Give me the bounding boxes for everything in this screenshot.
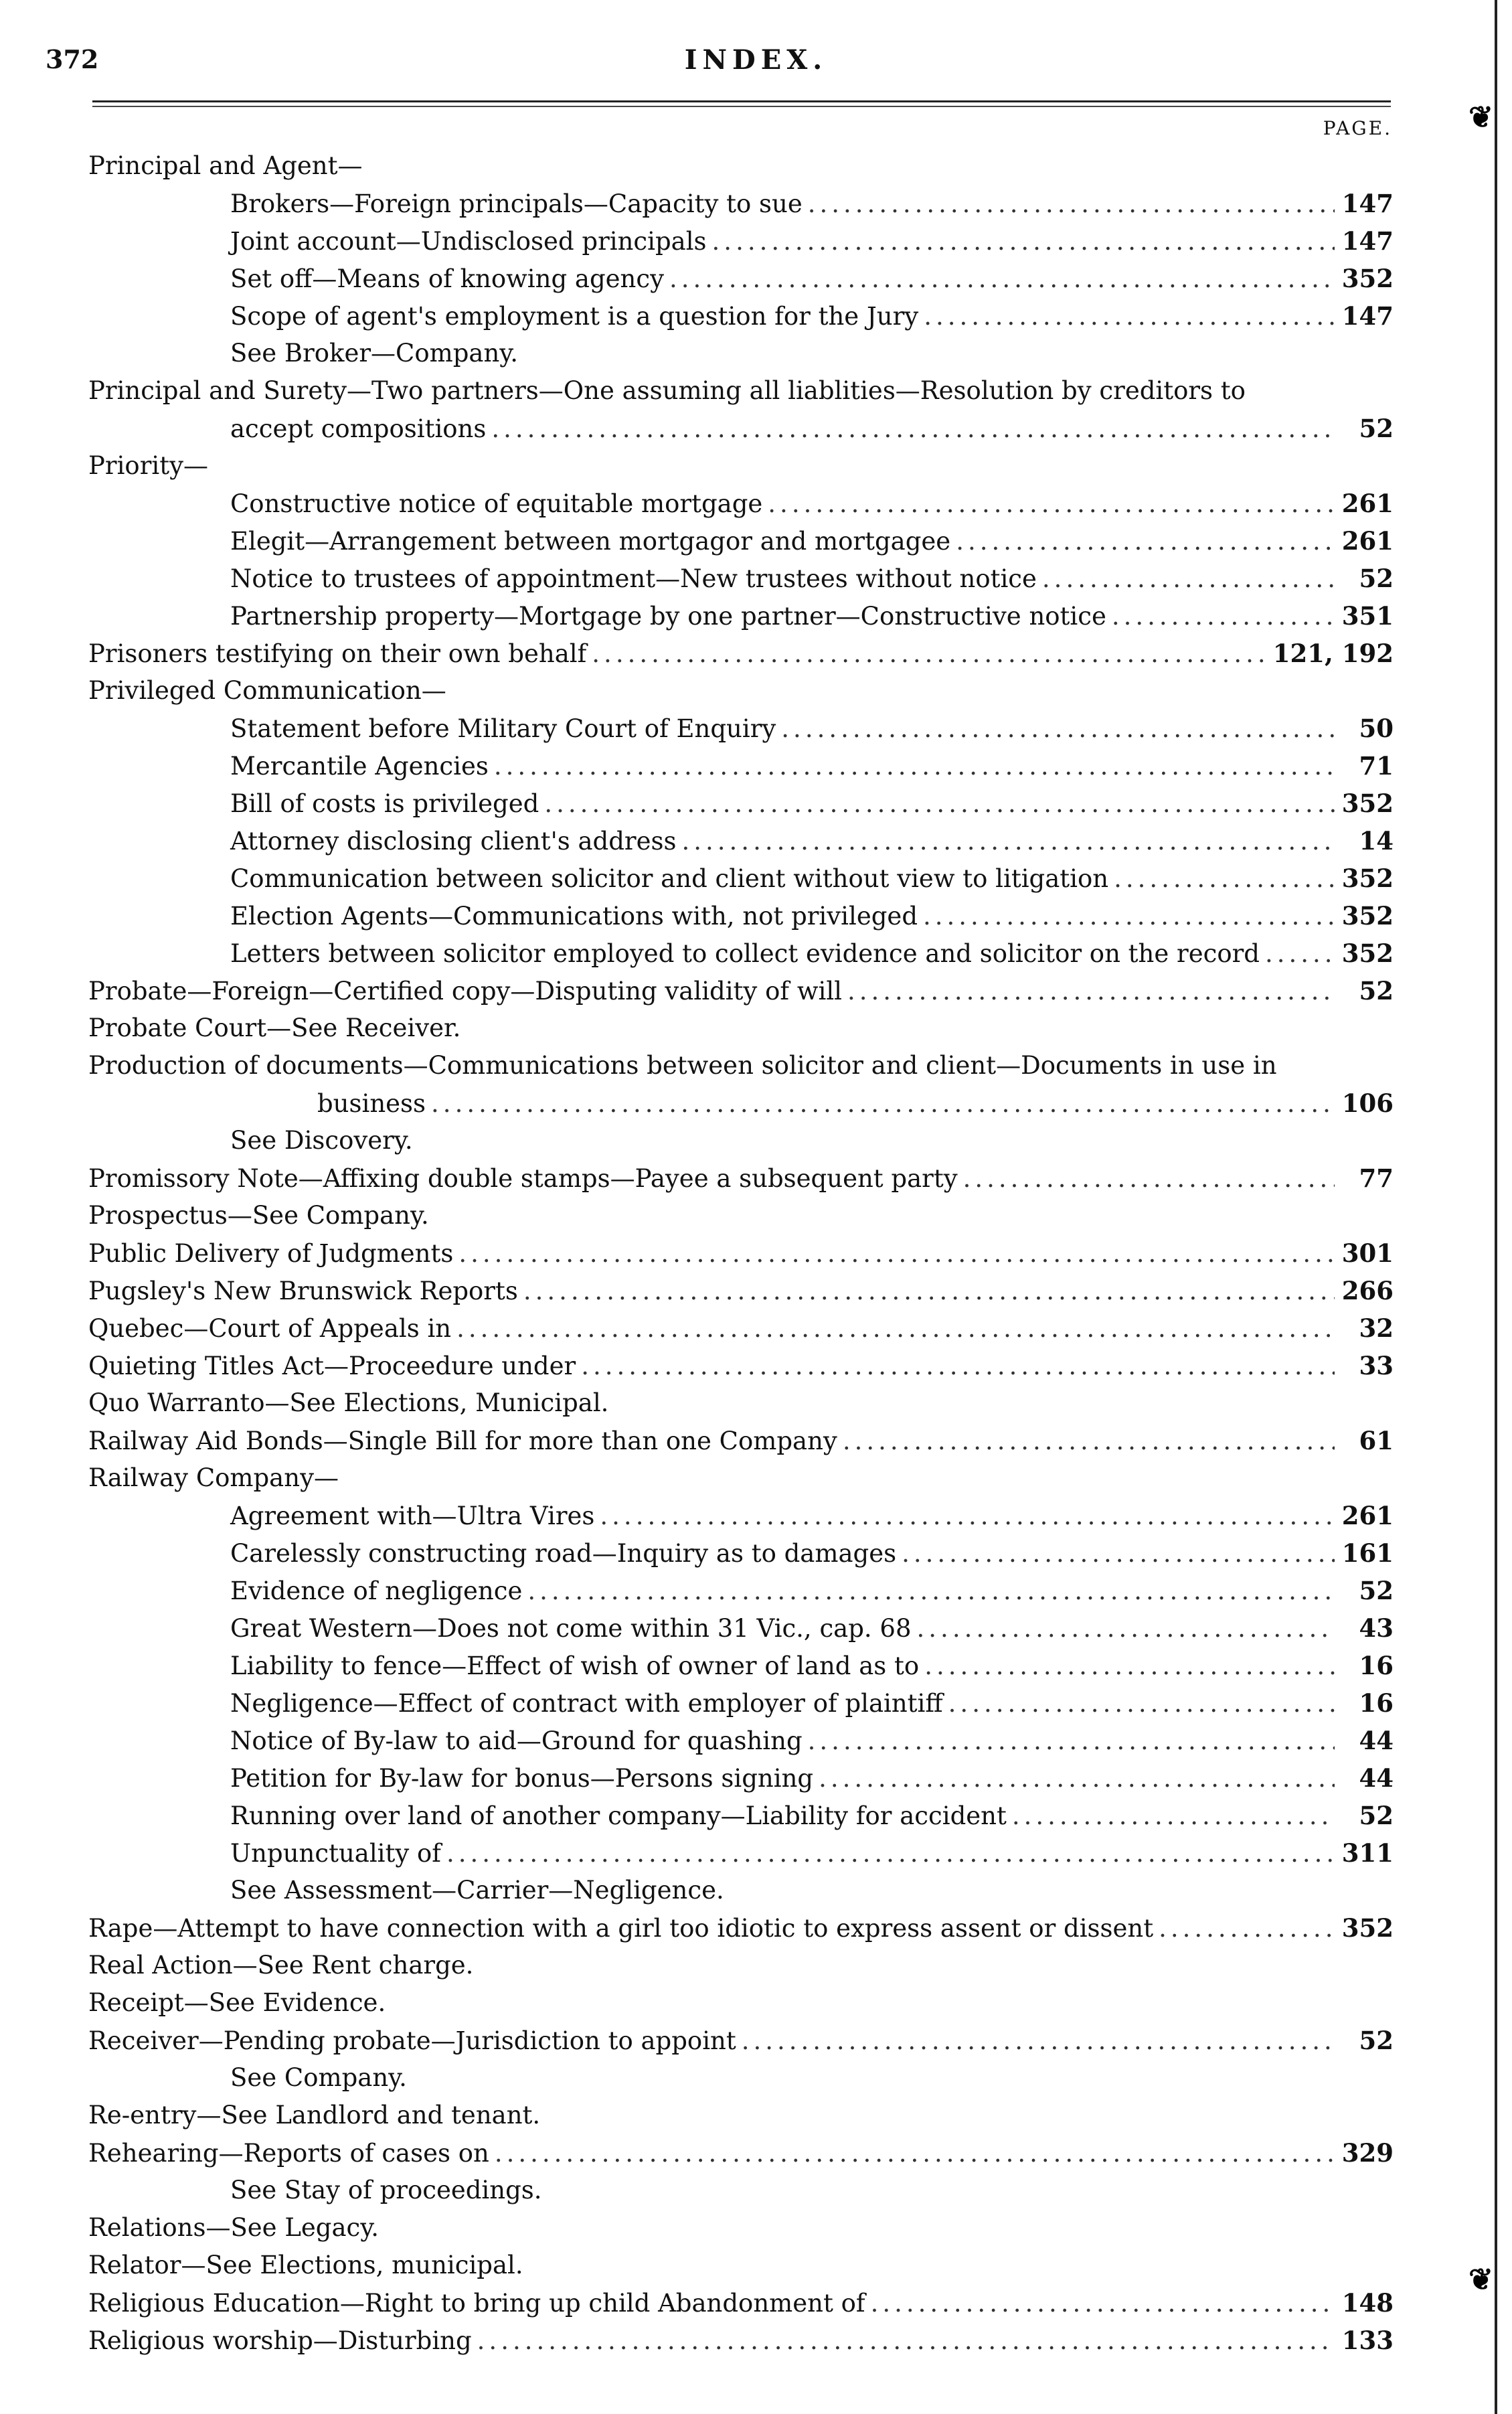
index-entry-text: Joint account—Undisclosed principals [230, 227, 707, 256]
index-entry-text: See Stay of proceedings. [230, 2176, 542, 2204]
dot-leader [808, 1722, 1335, 1760]
index-entry [88, 897, 1394, 935]
index-entry-text: Receipt—See Evidence. [88, 1988, 386, 2017]
header-rule-secondary [92, 106, 1391, 107]
index-entry-row [230, 335, 1394, 372]
index-entry-page: 266 [1341, 1276, 1394, 1305]
index-entry [88, 560, 1394, 597]
index-entry-page: 14 [1359, 826, 1394, 856]
index-entry-page: 311 [1341, 1838, 1394, 1868]
dot-leader [431, 1085, 1335, 1123]
index-entry-row [230, 2059, 1394, 2097]
index-entry-row [230, 222, 1394, 260]
index-entry-row [88, 2322, 1394, 2360]
index-entry-text: Railway Aid Bonds—Single Bill for more than one Company [88, 1427, 837, 1455]
index-entry-text: Rape—Attempt to have connection with a girl too idiotic to express assent or dissent [88, 1914, 1154, 1943]
index-entry-page: 261 [1341, 526, 1394, 556]
index-entry-page: 133 [1341, 2326, 1394, 2355]
header-rule [92, 100, 1391, 102]
index-entry-row [88, 372, 1394, 410]
index-entry-row [230, 1722, 1394, 1760]
dot-leader [446, 1835, 1335, 1872]
index-entry-row [88, 1459, 1394, 1497]
index-entry-page: 52 [1359, 564, 1394, 593]
index-entry [88, 710, 1394, 747]
dot-leader [1112, 598, 1335, 635]
index-entry-page: 147 [1341, 189, 1394, 218]
index-entry-text: Mercantile Agencies [230, 752, 489, 781]
index-entry-page: 52 [1359, 976, 1394, 1005]
index-entry-text: Relator—See Elections, municipal. [88, 2251, 523, 2279]
dot-leader [924, 1647, 1335, 1685]
index-entry-text: See Discovery. [230, 1126, 413, 1155]
index-entry [88, 1797, 1394, 1834]
dot-leader [781, 710, 1335, 748]
index-entry [88, 1759, 1394, 1797]
index-entry [88, 2134, 1394, 2172]
index-entry-text: Rehearing—Reports of cases on [88, 2139, 489, 2168]
index-entry-row [88, 672, 1394, 710]
index-entry-text: Letters between solicitor employed to collect evidence and solicitor on the record [230, 939, 1260, 968]
dot-leader [456, 1310, 1335, 1348]
index-entry-row [88, 2022, 1394, 2060]
index-entry-page: 50 [1359, 714, 1394, 743]
binding-edge [1495, 0, 1497, 2414]
index-entry-page: 121, 192 [1272, 639, 1394, 668]
index-entry-page: 261 [1341, 489, 1394, 518]
index-entry-page: 32 [1359, 1313, 1394, 1343]
index-entry-page: 44 [1359, 1763, 1394, 1793]
index-entry-text: Priority— [88, 451, 208, 480]
index-entry-row [88, 447, 1394, 485]
index-entry-text: Railway Company— [88, 1463, 339, 1492]
index-entry-row [88, 1947, 1394, 1984]
dot-leader [956, 523, 1335, 560]
index-entry-row [230, 1534, 1394, 1573]
index-entry-row [230, 1497, 1394, 1535]
index-entry-page: 77 [1359, 1163, 1394, 1193]
index-entry-row [230, 2172, 1394, 2209]
index-entry [88, 2247, 1394, 2284]
dot-leader [963, 1160, 1335, 1198]
index-entry [88, 747, 1394, 785]
index-entry-text: Probate Court—See Receiver. [88, 1014, 461, 1042]
index-entry [88, 2284, 1394, 2322]
index-entry-row [88, 2284, 1394, 2322]
index-entry [88, 185, 1394, 222]
index-entry-row [88, 1197, 1394, 1234]
index-entry-text: Unpunctuality of [230, 1839, 442, 1868]
dot-leader [495, 2135, 1335, 2172]
index-entry [88, 1084, 1394, 1122]
index-entry-row [230, 860, 1394, 898]
index-entry-page: 16 [1359, 1688, 1394, 1718]
index-entry-page: 352 [1341, 264, 1394, 293]
index-entry [88, 1909, 1394, 1947]
index-entry-row [230, 1759, 1394, 1797]
index-entry-text: Prisoners testifying on their own behalf [88, 639, 587, 668]
dot-leader [1012, 1797, 1335, 1835]
index-entry-row [230, 1834, 1394, 1872]
index-entry-row [88, 2247, 1394, 2284]
index-entry-row [230, 185, 1394, 223]
index-entry-text: Partnership property—Mortgage by one partner—Constructive notice [230, 602, 1106, 631]
index-entry-text: accept compositions [230, 414, 487, 443]
index-entry-page: 33 [1359, 1351, 1394, 1380]
index-entry-row [88, 2134, 1394, 2172]
dot-leader [948, 1685, 1335, 1722]
index-entry-page: 329 [1341, 2138, 1394, 2168]
index-entry [88, 1384, 1394, 1422]
index-entry-row [230, 485, 1394, 523]
index-entry-row [230, 822, 1394, 860]
index-entry-row [88, 1984, 1394, 2022]
index-entry-text: Re-entry—See Landlord and tenant. [88, 2101, 541, 2129]
dot-leader [847, 973, 1335, 1010]
index-entry [88, 1872, 1394, 1909]
index-entry [88, 1422, 1394, 1459]
index-entry-row [230, 410, 1394, 448]
index-entry-page: 52 [1359, 2026, 1394, 2055]
dot-leader [491, 410, 1335, 448]
dot-leader [477, 2322, 1335, 2360]
index-entry [88, 1647, 1394, 1684]
index-entry [88, 1497, 1394, 1534]
index-entry [88, 1834, 1394, 1872]
index-entry-row [230, 1684, 1394, 1722]
index-entry-text: Prospectus—See Company. [88, 1201, 429, 1230]
index-entry-row [88, 635, 1394, 673]
index-entry-row [88, 1010, 1394, 1047]
index-entry [88, 1984, 1394, 2022]
dot-leader [1114, 860, 1335, 898]
dot-leader [712, 223, 1335, 260]
index-entry-row [88, 1422, 1394, 1460]
index-entry-page: 52 [1359, 1801, 1394, 1830]
index-entry-page: 161 [1341, 1538, 1394, 1568]
index-entry [88, 1234, 1394, 1272]
dot-leader [742, 2022, 1335, 2060]
index-entry [88, 2097, 1394, 2134]
index-entry-page: 352 [1341, 1913, 1394, 1943]
index-entry-page: 61 [1359, 1426, 1394, 1455]
index-entry [88, 297, 1394, 335]
dot-leader [523, 1273, 1335, 1310]
index-entry [88, 335, 1394, 372]
index-entry-text: Promissory Note—Affixing double stamps—Payee a subsequent party [88, 1164, 958, 1193]
index-entry [88, 1047, 1394, 1084]
index-entry [88, 1159, 1394, 1197]
index-entry [88, 635, 1394, 672]
index-entry-row [230, 897, 1394, 935]
index-entry [88, 372, 1394, 410]
index-entry [88, 522, 1394, 560]
index-entry [88, 1122, 1394, 1159]
dot-leader [768, 485, 1335, 523]
dot-leader [917, 1610, 1335, 1647]
index-entry-row [317, 1084, 1394, 1123]
index-entry-text: Receiver—Pending probate—Jurisdiction to appoint [88, 2026, 736, 2055]
index-entry-row [88, 972, 1394, 1010]
index-entry [88, 1197, 1394, 1234]
index-entry [88, 2172, 1394, 2209]
index-entry-text: Notice of By-law to aid—Ground for quashing [230, 1726, 803, 1755]
index-entry-text: Constructive notice of equitable mortgage [230, 489, 763, 518]
index-entry-page: 44 [1359, 1726, 1394, 1755]
index-entry-page: 351 [1341, 601, 1394, 631]
index-entry-page: 16 [1359, 1651, 1394, 1680]
page-title: INDEX. [684, 44, 828, 76]
index-entry-text: Evidence of negligence [230, 1577, 523, 1605]
dot-leader [1265, 935, 1335, 973]
dot-leader [494, 748, 1335, 785]
index-entry-text: Elegit—Arrangement between mortgagor and mortgagee [230, 527, 951, 556]
index-entry-row [230, 1872, 1394, 1909]
index-entry [88, 1947, 1394, 1984]
index-entry [88, 1609, 1394, 1647]
index-entry-text: Statement before Military Court of Enquiry [230, 714, 776, 743]
dot-leader [808, 185, 1335, 223]
index-entry [88, 972, 1394, 1010]
index-entry-row [88, 1309, 1394, 1348]
binding-mark-icon: ❦ [1468, 2263, 1493, 2297]
dot-leader [682, 823, 1335, 860]
index-entry-text: Set off—Means of knowing agency [230, 264, 664, 293]
dot-leader [527, 1573, 1335, 1610]
index-entry-text: See Assessment—Carrier—Negligence. [230, 1876, 724, 1905]
index-entry [88, 860, 1394, 897]
index-entry [88, 2322, 1394, 2359]
index-entry-text: Brokers—Foreign principals—Capacity to sue [230, 189, 803, 218]
index-entry-row [88, 1272, 1394, 1310]
index-entry-row [230, 522, 1394, 560]
dot-leader [1042, 560, 1335, 598]
index-entry-text: Religious Education—Right to bring up child Abandonment of [88, 2289, 865, 2318]
index-entry-text: Running over land of another company—Liability for accident [230, 1801, 1007, 1830]
index-entry-row [230, 1572, 1394, 1610]
index-entry-text: Real Action—See Rent charge. [88, 1951, 474, 1980]
index-entry-page: 352 [1341, 864, 1394, 893]
index-entry-row [230, 1609, 1394, 1647]
index-entry-text: Carelessly constructing road—Inquiry as to damages [230, 1539, 897, 1568]
index-entry-text: Quo Warranto—See Elections, Municipal. [88, 1388, 609, 1417]
index-entry-text: See Broker—Company. [230, 339, 519, 368]
index-entry-text: Bill of costs is privileged [230, 789, 539, 818]
index-entry-row [88, 2209, 1394, 2247]
index-entry-text: Probate—Foreign—Certified copy—Disputing validity of will [88, 977, 842, 1005]
dot-leader [871, 2285, 1335, 2322]
index-entry [88, 1272, 1394, 1309]
index-entry [88, 935, 1394, 972]
index-entry-page: 52 [1359, 414, 1394, 443]
index-entry-text: Quieting Titles Act—Proceedure under [88, 1352, 576, 1380]
index-entry-text: Pugsley's New Brunswick Reports [88, 1277, 518, 1305]
dot-leader [669, 260, 1335, 298]
index-entry [88, 672, 1394, 710]
dot-leader [544, 785, 1335, 823]
index-entry-row [230, 297, 1394, 335]
index-entry-page: 352 [1341, 789, 1394, 818]
page-number: 372 [46, 44, 99, 74]
index-entry-row [230, 935, 1394, 973]
index-entry-text: Privileged Communication— [88, 676, 446, 705]
dot-leader [843, 1423, 1335, 1460]
index-entry [88, 1010, 1394, 1047]
dot-leader [600, 1498, 1335, 1535]
index-entry-page: 352 [1341, 939, 1394, 968]
index-entry [88, 410, 1394, 447]
index-entry [88, 785, 1394, 822]
index-entry-row [230, 1647, 1394, 1685]
dot-leader [592, 635, 1267, 673]
page-column-heading: PAGE. [1323, 117, 1392, 139]
index-entry-row [230, 747, 1394, 785]
index-entry-text: Principal and Surety—Two partners—One assuming all liablities—Resolution by creditors to [88, 376, 1246, 405]
index-entry-text: Scope of agent's employment is a question for the Jury [230, 302, 919, 331]
index-entry-row [88, 1234, 1394, 1273]
index-entry [88, 1309, 1394, 1347]
index-entry-text: Agreement with—Ultra Vires [230, 1502, 595, 1530]
index-entry-row [230, 1797, 1394, 1835]
index-entry [88, 1684, 1394, 1722]
index-entry-page: 52 [1359, 1576, 1394, 1605]
index-entry-text: Election Agents—Communications with, not privileged [230, 902, 918, 931]
index-entry-page: 261 [1341, 1501, 1394, 1530]
index-entry [88, 2059, 1394, 2097]
index-entry-page: 148 [1341, 2288, 1394, 2318]
index-entry [88, 2022, 1394, 2059]
index-entry-text: Relations—See Legacy. [88, 2213, 380, 2242]
index-entry [88, 2209, 1394, 2247]
dot-leader [458, 1235, 1335, 1273]
index-entry [88, 260, 1394, 297]
index-entry-text: See Company. [230, 2063, 407, 2092]
index-entry [88, 1347, 1394, 1384]
index-entry-page: 106 [1341, 1089, 1394, 1118]
index-entry-row [88, 1384, 1394, 1422]
index-entry-text: Petition for By-law for bonus—Persons signing [230, 1764, 814, 1793]
dot-leader [924, 298, 1335, 335]
index-entry-text: Principal and Agent— [88, 151, 363, 180]
index-entry-text: Liability to fence—Effect of wish of owner of land as to [230, 1652, 920, 1680]
index-entry-row [230, 260, 1394, 298]
index-entry-row [230, 1122, 1394, 1159]
index-entry-text: business [317, 1089, 426, 1118]
index-entry-page: 71 [1359, 751, 1394, 781]
dot-leader [581, 1348, 1335, 1385]
index-entry-row [88, 1347, 1394, 1385]
index-entry-text: Quebec—Court of Appeals in [88, 1314, 452, 1343]
index-entry [88, 147, 1394, 185]
index-entry [88, 222, 1394, 260]
binding-mark-icon: ❦ [1468, 100, 1493, 135]
index-entry-text: Religious worship—Disturbing [88, 2326, 472, 2355]
index-entry-text: Attorney disclosing client's address [230, 827, 677, 856]
index-entry-row [230, 597, 1394, 635]
index-entry-row [230, 785, 1394, 823]
index-entry-page: 301 [1341, 1238, 1394, 1268]
dot-leader [819, 1760, 1335, 1797]
index-list [88, 147, 1394, 2359]
index-entry-text: Public Delivery of Judgments [88, 1239, 454, 1268]
index-entry-row [230, 560, 1394, 598]
index-entry [88, 1534, 1394, 1572]
index-entry-page: 43 [1359, 1613, 1394, 1643]
index-entry [88, 1572, 1394, 1609]
index-entry [88, 485, 1394, 522]
index-entry [88, 1722, 1394, 1759]
index-entry-row [88, 2097, 1394, 2134]
index-entry-row [230, 710, 1394, 748]
index-entry [88, 1459, 1394, 1497]
dot-leader [902, 1535, 1335, 1573]
index-entry-text: Notice to trustees of appointment—New trustees without notice [230, 564, 1037, 593]
index-entry-page: 147 [1341, 226, 1394, 256]
index-entry-row [88, 1159, 1394, 1198]
index-entry [88, 597, 1394, 635]
dot-leader [923, 898, 1335, 935]
index-entry-row [88, 1909, 1394, 1947]
index-entry [88, 822, 1394, 860]
index-entry-row [88, 147, 1394, 185]
dot-leader [1159, 1910, 1335, 1947]
index-entry [88, 447, 1394, 485]
index-entry-row [88, 1047, 1394, 1084]
index-entry-page: 147 [1341, 301, 1394, 331]
index-entry-page: 352 [1341, 901, 1394, 931]
index-entry-text: Communication between solicitor and client without view to litigation [230, 864, 1109, 893]
index-entry-text: Great Western—Does not come within 31 Vic., cap. 68 [230, 1614, 912, 1643]
index-entry-text: Negligence—Effect of contract with employer of plaintiff [230, 1689, 943, 1718]
index-entry-text: Production of documents—Communications between solicitor and client—Documents in use in [88, 1051, 1277, 1080]
